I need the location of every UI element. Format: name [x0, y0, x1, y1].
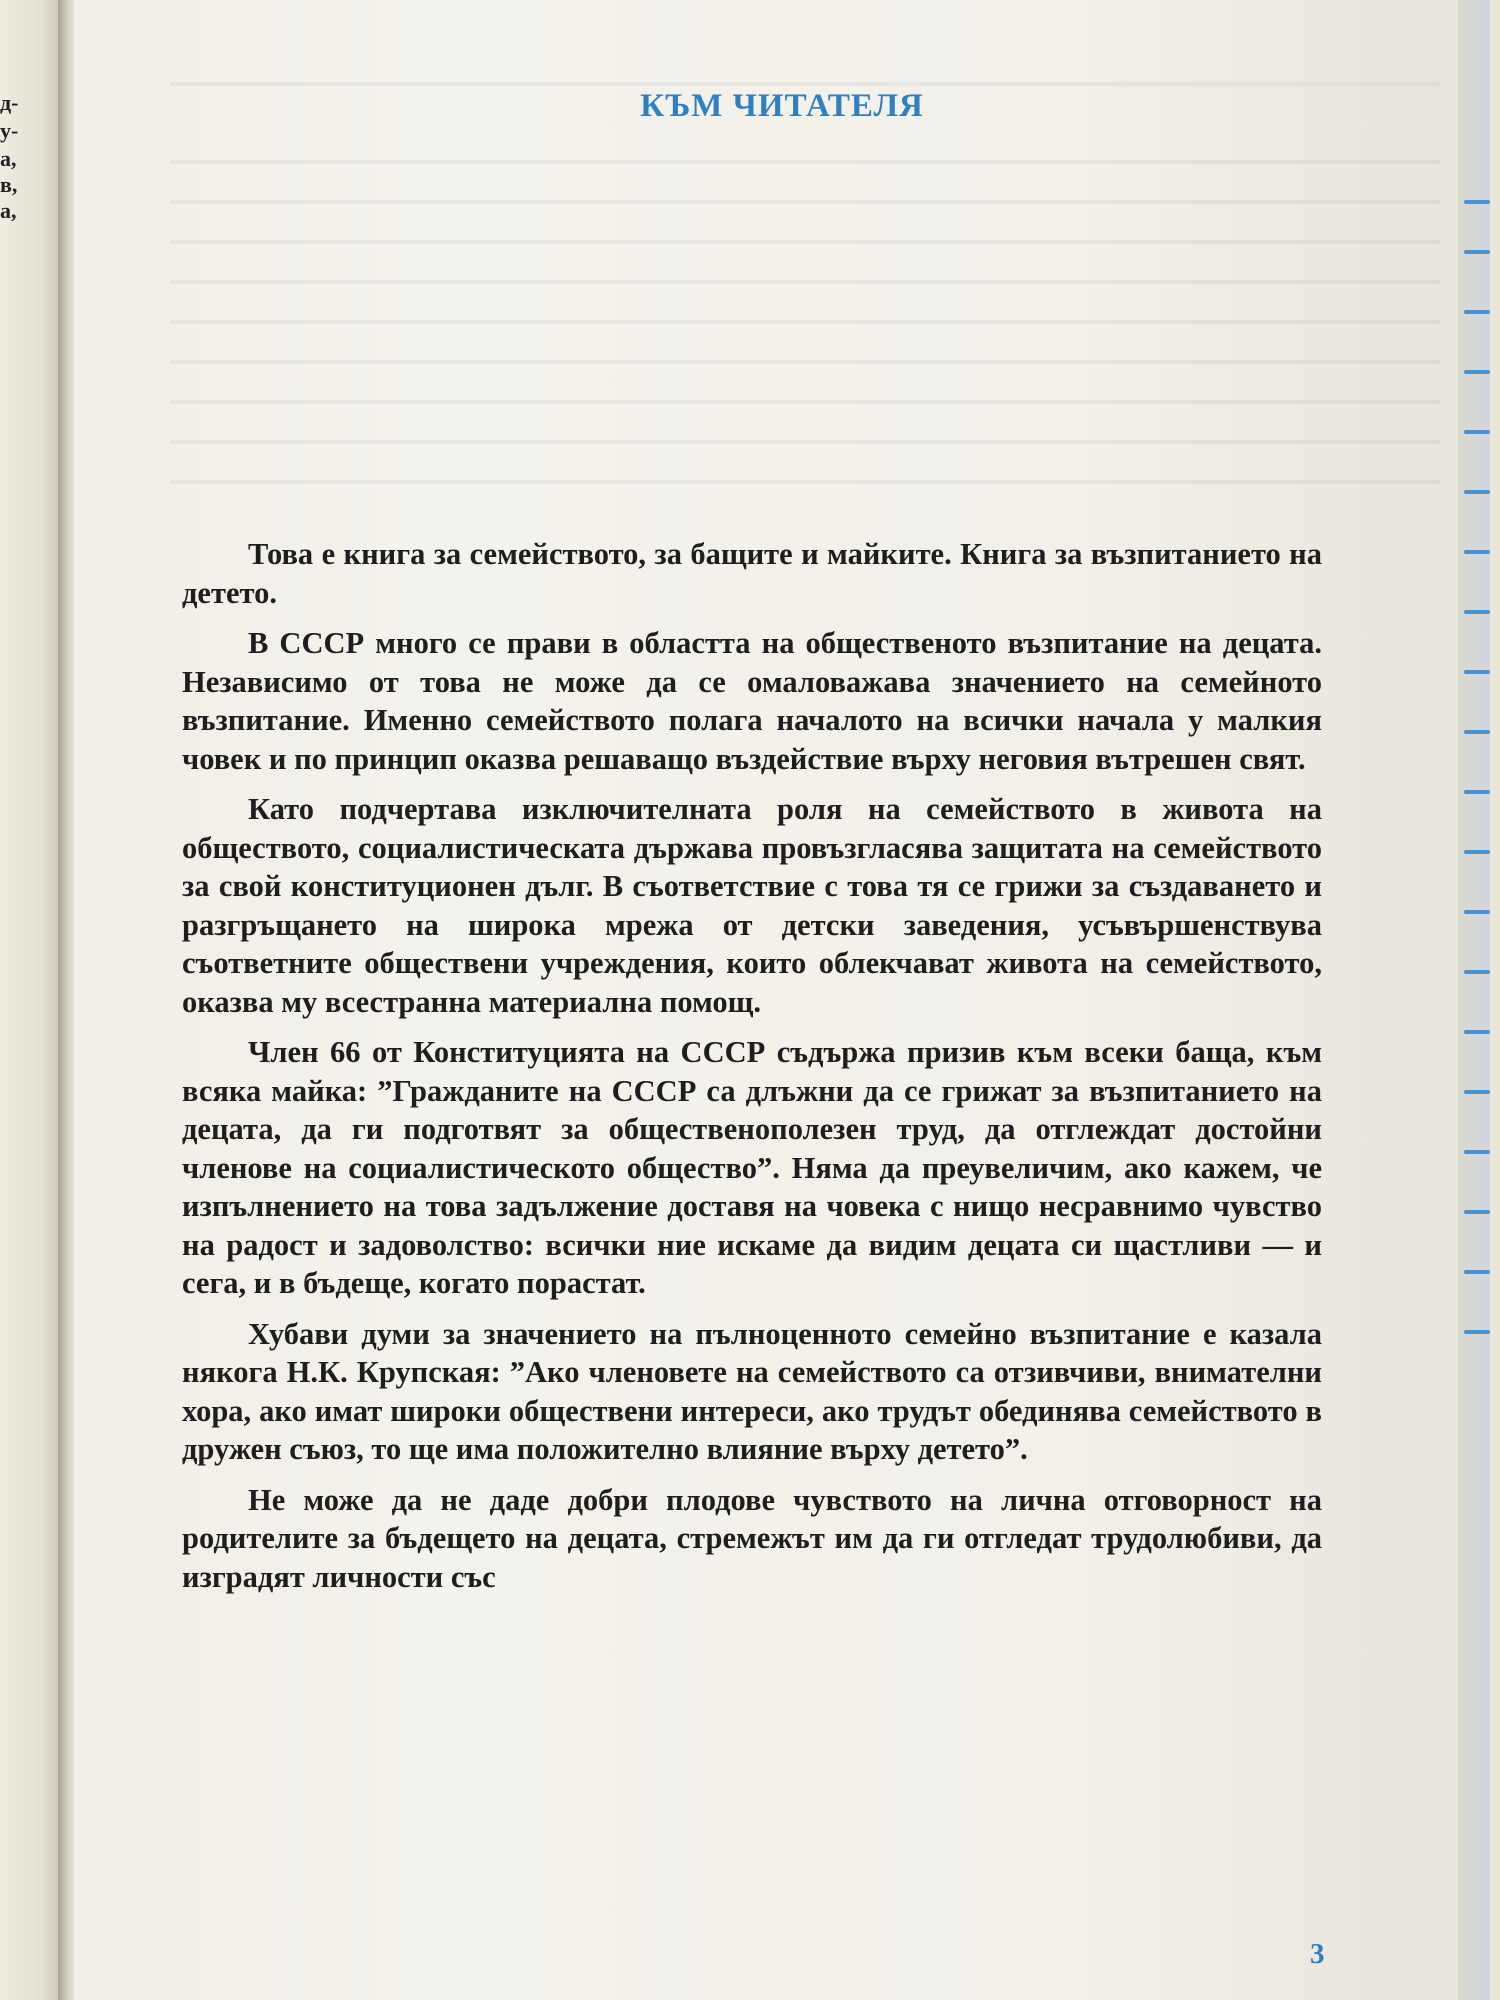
chapter-title: КЪМ ЧИТАТЕЛЯ [640, 88, 924, 125]
notebook-margin-tick [1464, 910, 1490, 914]
paragraph: Хубави думи за значението на пълноценното семейно възпитание е казала някога Н.К. Крупская: ”Ако членовете на семейството са отзивчиви, внимателни хора, ако имат широки обществени интереси, ако трудът обединява семейството в дружен съюз, то ще има положително влияние върху детето”. [182, 1316, 1322, 1466]
notebook-margin-tick [1464, 430, 1490, 434]
page-edge [1458, 0, 1490, 2000]
notebook-margin-tick [1464, 370, 1490, 374]
notebook-margin-tick [1464, 550, 1490, 554]
body-text [182, 535, 1322, 1596]
paragraph: Това е книга за семейството, за бащите и майките. Книга за възпитанието на детето. [182, 537, 1322, 610]
notebook-margin-tick [1464, 970, 1490, 974]
notebook-margin-tick [1464, 1030, 1490, 1034]
notebook-margin-tick [1464, 490, 1490, 494]
notebook-margin-tick [1464, 670, 1490, 674]
notebook-margin-tick [1464, 310, 1490, 314]
page-number: 3 [1310, 1938, 1325, 1970]
left-page-edge [0, 0, 62, 2000]
left-page-fragment: а, [0, 198, 17, 223]
notebook-margin-tick [1464, 250, 1490, 254]
notebook-margin-tick [1464, 790, 1490, 794]
paragraph: Не може да не даде добри плодове чувството на лична отговорност на родителите за бъдещето на децата, стремежът им да ги отгледат трудолюбиви, да изградят личности със [182, 1482, 1322, 1594]
notebook-margin-tick [1464, 200, 1490, 204]
notebook-margin-tick [1464, 850, 1490, 854]
notebook-margin-tick [1464, 1210, 1490, 1214]
paragraph: Член 66 от Конституцията на СССР съдържа призив към всеки баща, към всяка майка: ”Гражданите на СССР са длъжни да се грижат за възпитанието на децата, да ги подготвят за общественополезен труд, да отглеждат достойни членове на социалистическото общество”. Няма да преувеличим, ако кажем, че изпълнението на това задължение доставя на човека с нищо несравнимо чувство на радост и задоволство: всички ние искаме да видим децата си щастливи — и сега, и в бъдеще, когато порастат. [182, 1035, 1322, 1300]
notebook-margin-tick [1464, 610, 1490, 614]
left-page-fragment: а, [0, 146, 17, 171]
notebook-margin-tick [1464, 730, 1490, 734]
left-page-fragment: в, [0, 172, 18, 197]
paragraph: В СССР много се прави в областта на общественото възпитание на децата. Независимо от това не може да се омаловажава значението на семейното възпитание. Именно семейството полага началото на всички начала у малкия човек и по принцип оказва решаващо въздействие върху неговия вътрешен свят. [182, 626, 1322, 776]
paragraph: Като подчертава изключителната роля на семейството в живота на обществото, социалистическата държава провъзгласява защитата на семейството за свой конституционен дълг. В съответствие с това тя се грижи за създаването и разгръщането на широка мрежа от детски заведения, усъвършенствува съответните обществени учреждения, които облекчават живота на семейството, оказва му всестранна материална помощ. [182, 792, 1322, 1019]
left-page-fragment: у- [0, 118, 19, 143]
notebook-margin-tick [1464, 1150, 1490, 1154]
notebook-margin-tick [1464, 1330, 1490, 1334]
left-page-fragment: д- [0, 90, 19, 115]
notebook-margin-tick [1464, 1090, 1490, 1094]
notebook-margin-tick [1464, 1270, 1490, 1274]
